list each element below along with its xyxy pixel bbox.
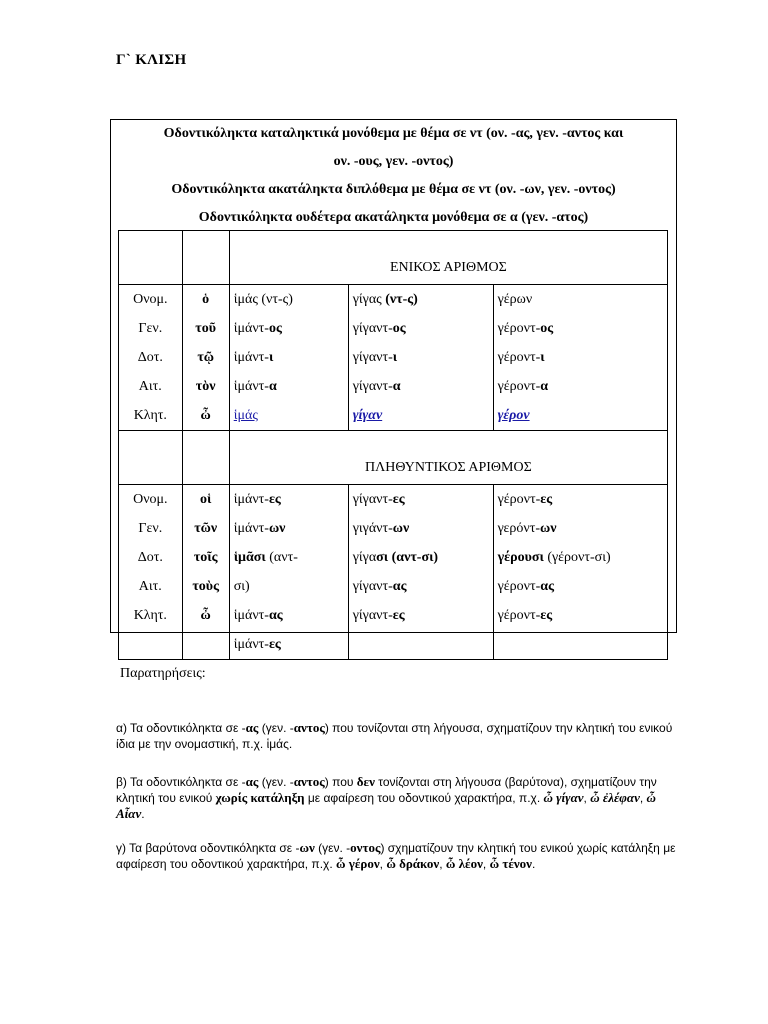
- singular-data-row: [119, 285, 668, 431]
- case-label: Δοτ.: [137, 550, 163, 565]
- note-b: β) Τα οδοντικόληκτα σε -ας (γεν. -αντος) που δεν τονίζονται στη λήγουσα (βαρύτονα), σχηματίζουν την κλητική του ενικού χωρίς κατάληξη με αφαίρεση του οδοντικού χαρακτήρα, π.χ. ὦ γίγαν, ὦ ἐλέφαν, ὦ Αἶαν.: [116, 774, 657, 821]
- article: ὦ: [200, 408, 211, 423]
- form: γίγαντ-ι: [352, 350, 398, 365]
- plural-data-row: [119, 485, 668, 660]
- form: ἱμάς (ντ-ς): [233, 292, 293, 307]
- article: τοῖς: [193, 550, 218, 565]
- form: γίγας (ντ-ς): [352, 292, 418, 307]
- plural-col-gigas: [348, 485, 493, 660]
- header-line-3: Οδοντικόληκτα ακατάληκτα διπλόθεμα με θέμα σε ντ (ον. -ων, γεν. -οντος): [171, 182, 616, 197]
- case-label: Αιτ.: [138, 579, 162, 594]
- form: ἱμάντ-ες: [233, 637, 281, 652]
- blank-cell: [119, 431, 183, 485]
- plural-articles: [182, 485, 229, 660]
- article: τῷ: [197, 350, 214, 365]
- case-label: Ονομ.: [133, 292, 168, 307]
- form: γίγαντ-ος: [352, 321, 406, 336]
- singular-col-imas: [229, 285, 348, 431]
- declension-box: [110, 119, 677, 652]
- form: γέροντ-ες: [497, 608, 553, 623]
- form: γίγαντ-ες: [352, 608, 405, 623]
- singular-col-gigas: [348, 285, 493, 431]
- article: ὁ: [202, 292, 210, 307]
- form: γίγαντ-ες: [352, 492, 405, 507]
- form: γίγασι (αντ-σι): [352, 550, 439, 565]
- form: ἱμάντ-ος: [233, 321, 282, 336]
- blank-cell: [119, 231, 183, 285]
- case-label: Κλητ.: [133, 608, 167, 623]
- form: ἱμάντ-ι: [233, 350, 274, 365]
- form: γέροντ-α: [497, 379, 549, 394]
- article: ὦ: [200, 608, 211, 623]
- singular-heading-row: [119, 231, 668, 285]
- header-line-1: Οδοντικόληκτα καταληκτικά μονόθεμα με θέμα σε ντ (ον. -ας, γεν. -αντος και: [163, 126, 624, 141]
- form: ἱμάντ-ες: [233, 492, 281, 507]
- vocative-link[interactable]: ἱμάς: [233, 408, 258, 423]
- plural-heading-row: [119, 431, 668, 485]
- article: τὸν: [195, 379, 216, 394]
- article: τοὺς: [192, 579, 219, 594]
- form: γιγάντ-ων: [352, 521, 410, 536]
- declension-table: [118, 230, 668, 660]
- vocative-link[interactable]: γέρον: [497, 408, 530, 423]
- notes-title: Παρατηρήσεις:: [120, 666, 206, 681]
- plural-heading: ΠΛΗΘΥΝΤΙΚΟΣ ΑΡΙΘΜΟΣ: [229, 431, 667, 485]
- singular-articles: [182, 285, 229, 431]
- vocative-link[interactable]: γίγαν: [352, 408, 383, 423]
- form: σι): [233, 579, 250, 594]
- form: γίγαντ-ας: [352, 579, 407, 594]
- form: γίγαντ-α: [352, 379, 401, 394]
- form: γέροντ-ι: [497, 350, 545, 365]
- form: γέροντ-ος: [497, 321, 554, 336]
- form: ἱμάντ-ας: [233, 608, 283, 623]
- form: γέρουσι (γέροντ-σι): [497, 550, 611, 565]
- case-label: Δοτ.: [137, 350, 163, 365]
- form: ἱμάντ-ων: [233, 521, 286, 536]
- article: τῶν: [194, 521, 218, 536]
- form: γέροντ-ες: [497, 492, 553, 507]
- case-label: Γεν.: [138, 321, 163, 336]
- article: τοῦ: [195, 321, 217, 336]
- blank-cell: [182, 231, 229, 285]
- singular-heading: ΕΝΙΚΟΣ ΑΡΙΘΜΟΣ: [229, 231, 667, 285]
- singular-col-geron: [493, 285, 667, 431]
- note-c: γ) Τα βαρύτονα οδοντικόληκτα σε -ων (γεν. -οντος) σχηματίζουν την κλητική του ενικού χωρίς κατάληξη με αφαίρεση του οδοντικού χαρακτήρα, π.χ. ὦ γέρον, ὦ δράκον, ὦ λέον, ὦ τένον.: [116, 840, 676, 871]
- note-a: α) Τα οδοντικόληκτα σε -ας (γεν. -αντος) που τονίζονται στη λήγουσα, σχηματίζουν την κλητική του ενικού ίδια με την ονομαστική, π.χ. ἱμάς.: [116, 720, 673, 751]
- header-line-2: ον. -ους, γεν. -οντος): [333, 154, 454, 169]
- form: γέρων: [497, 292, 533, 307]
- header-line-4: Οδοντικόληκτα ουδέτερα ακατάληκτα μονόθεμα σε α (γεν. -ατος): [198, 210, 589, 225]
- declension-header: [111, 120, 676, 230]
- singular-cases: [119, 285, 183, 431]
- plural-cases: [119, 485, 183, 660]
- article: οἱ: [199, 492, 212, 507]
- form: ἱμᾶσι (αντ-: [233, 550, 298, 565]
- plural-col-imas: [229, 485, 348, 660]
- page-title: Γ` ΚΛΙΣΗ: [116, 52, 187, 68]
- blank-cell: [182, 431, 229, 485]
- case-label: Ονομ.: [133, 492, 168, 507]
- form: ἱμάντ-α: [233, 379, 277, 394]
- form: γέροντ-ας: [497, 579, 554, 594]
- plural-col-geron: [493, 485, 667, 660]
- case-label: Αιτ.: [138, 379, 162, 394]
- case-label: Κλητ.: [133, 408, 167, 423]
- case-label: Γεν.: [138, 521, 163, 536]
- form: γερόντ-ων: [497, 521, 557, 536]
